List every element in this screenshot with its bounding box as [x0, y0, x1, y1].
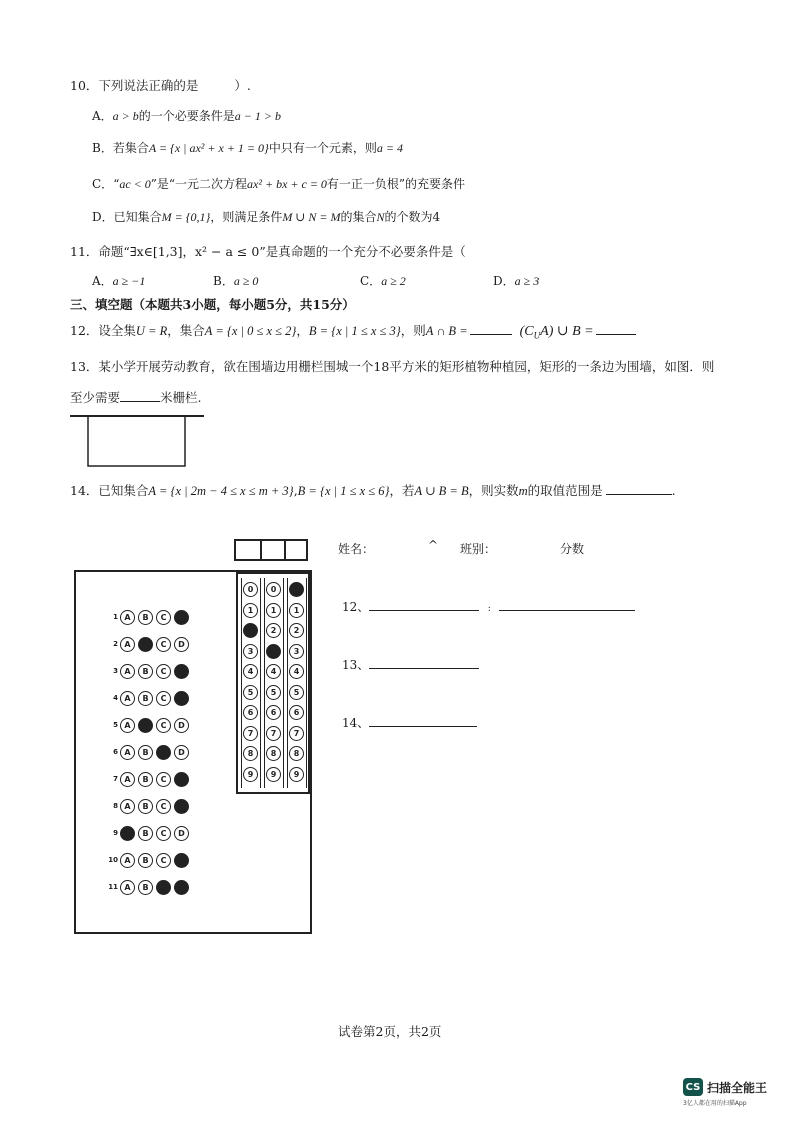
id-digit-bubble[interactable]: 2: [243, 623, 258, 638]
id-digit-bubble[interactable]: 7: [243, 726, 258, 741]
q10-option-c: [92, 175, 465, 192]
choice-row-number: 8: [113, 802, 118, 810]
id-digit-bubble[interactable]: 5: [266, 685, 281, 700]
option-label: D．: [92, 210, 114, 224]
option-math: ac < 0: [119, 177, 151, 191]
choice-bubble-a[interactable]: A: [120, 772, 135, 787]
id-digit-bubble[interactable]: 3: [289, 644, 304, 659]
q12-math: U = R: [135, 324, 168, 338]
q13-line1: 13．某小学开展劳动教育，欲在围墙边用栅栏围城一个18平方米的矩形植物种植园，矩形的一条边为围墙，如图．则: [70, 359, 715, 374]
choice-bubble-c[interactable]: C: [156, 799, 171, 814]
q14-text: ,: [293, 483, 298, 498]
choice-bubble-c[interactable]: C: [156, 745, 171, 760]
q11-option-d: [493, 272, 539, 289]
q10-option-a: [92, 107, 281, 124]
answer-blank[interactable]: [369, 610, 479, 611]
q10-stem: [70, 76, 251, 94]
answer-blank[interactable]: [606, 494, 672, 495]
q13-text: 米栅栏.: [160, 390, 202, 405]
box-divider: [284, 541, 286, 559]
q14-text: 的取值范围是: [527, 483, 603, 498]
option-text: 有一正一负根”的充要条件: [326, 177, 466, 191]
q14-text: 14．已知集合: [70, 483, 149, 498]
choice-bubble-a[interactable]: A: [120, 664, 135, 679]
scanner-logo: [683, 1078, 767, 1107]
answer-blank[interactable]: [369, 726, 477, 727]
choice-bubble-c[interactable]: C: [156, 772, 171, 787]
choice-bubble-a[interactable]: A: [120, 880, 135, 895]
answer-num: 12、: [342, 600, 370, 614]
choice-row-number: 5: [113, 721, 118, 729]
option-text: ，则满足条件: [210, 210, 283, 224]
choice-row: [108, 716, 192, 734]
choice-bubble-a[interactable]: A: [120, 745, 135, 760]
id-digit-bubble[interactable]: 4: [243, 664, 258, 679]
option-math: M ∪ N = M: [282, 210, 341, 224]
choice-row-number: 3: [113, 667, 118, 675]
choice-row-number: 2: [113, 640, 118, 648]
id-digit-bubble[interactable]: 1: [289, 603, 304, 618]
id-digit-bubble[interactable]: 8: [243, 746, 258, 761]
q12-text: ，: [296, 323, 309, 338]
option-math: N: [376, 210, 385, 224]
choice-bubble-a[interactable]: A: [120, 610, 135, 625]
id-digit-bubble[interactable]: 7: [289, 726, 304, 741]
option-text: 若集合: [112, 141, 149, 155]
choice-bubble-b[interactable]: B: [138, 745, 153, 760]
answer-blank[interactable]: [499, 610, 635, 611]
q12-text: ，集合: [167, 323, 205, 338]
q10-stem-end: ）.: [234, 78, 251, 93]
choice-row: [108, 662, 192, 680]
choice-bubble-d[interactable]: D: [174, 718, 189, 733]
choice-bubble-c[interactable]: C: [156, 718, 171, 733]
choice-bubble-b[interactable]: B: [138, 826, 153, 841]
id-digit-bubble[interactable]: 9: [266, 767, 281, 782]
q11-stem: 11．命题“∃x∈[1,3]，x² − a ≤ 0”是真命题的一个充分不必要条件是（: [70, 244, 466, 259]
choice-bubble-a[interactable]: A: [120, 691, 135, 706]
id-digit-bubble[interactable]: 6: [289, 705, 304, 720]
id-digit-bubble[interactable]: 0: [243, 582, 258, 597]
q12-text: 12．设全集: [70, 323, 136, 338]
id-column: [264, 578, 284, 788]
option-text: “: [113, 177, 120, 191]
q13-text: 至少需要: [70, 390, 121, 405]
answer-blank[interactable]: [120, 401, 160, 402]
option-label: A．: [92, 109, 113, 123]
answer-line-14: [342, 714, 477, 731]
id-digit-bubble[interactable]: 8: [289, 746, 304, 761]
cs-badge: CS: [683, 1078, 703, 1096]
answer-sep: :: [487, 604, 491, 614]
id-digit-bubble[interactable]: 6: [266, 705, 281, 720]
choice-row: [108, 635, 192, 653]
option-text: 的一个必要条件是: [138, 109, 235, 123]
option-label: A．: [92, 274, 113, 288]
seat-number-box: [234, 539, 308, 561]
option-label: C．: [92, 177, 114, 191]
choice-bubble-b[interactable]: B: [138, 664, 153, 679]
id-digit-bubble[interactable]: 0: [289, 582, 304, 597]
class-label: 班别：: [460, 542, 497, 556]
id-digit-bubble[interactable]: 5: [243, 685, 258, 700]
option-math: a ≥ 3: [514, 274, 540, 288]
choice-bubble-b[interactable]: B: [138, 610, 153, 625]
q14-math: A ∪ B = B: [414, 484, 469, 498]
choice-bubble-d[interactable]: D: [174, 853, 189, 868]
choice-bubble-d[interactable]: D: [174, 691, 189, 706]
q10-option-b: [92, 139, 403, 156]
score-label: 分数: [560, 542, 585, 556]
choice-bubble-d[interactable]: D: [174, 772, 189, 787]
q12-math-sub: U: [533, 330, 541, 341]
id-digit-bubble[interactable]: 0: [266, 582, 281, 597]
q12-math: (C: [519, 324, 534, 339]
q14-math: m: [518, 484, 528, 498]
q14-math: B = {x | 1 ≤ x ≤ 6}: [297, 484, 390, 498]
box-divider: [260, 541, 262, 559]
choice-bubble-c[interactable]: C: [156, 880, 171, 895]
id-digit-bubble[interactable]: 2: [266, 623, 281, 638]
choice-row-number: 1: [113, 613, 118, 621]
q13-line2: [70, 388, 202, 406]
choice-bubble-a[interactable]: A: [120, 637, 135, 652]
choice-row-number: 4: [113, 694, 118, 702]
logo-name: 扫描全能王: [707, 1080, 768, 1095]
option-text: 已知集合: [113, 210, 162, 224]
id-digit-bubble[interactable]: 3: [266, 644, 281, 659]
choice-bubble-b[interactable]: B: [138, 637, 153, 652]
q12-math: A = {x | 0 ≤ x ≤ 2}: [204, 324, 297, 338]
id-column: [287, 578, 307, 788]
id-digit-bubble[interactable]: 4: [266, 664, 281, 679]
q10-stem-text: 10．下列说法正确的是: [70, 78, 199, 93]
choice-row: [108, 743, 192, 761]
choice-bubble-b[interactable]: B: [138, 853, 153, 868]
logo-tagline: 3亿人都在用的扫描App: [683, 1100, 747, 1107]
option-text: 中只有一个元素，则: [268, 141, 377, 155]
choice-row-number: 11: [108, 883, 118, 891]
option-text: 的集合: [340, 210, 377, 224]
choice-bubble-d[interactable]: D: [174, 664, 189, 679]
choice-bubble-d[interactable]: D: [174, 880, 189, 895]
id-digit-bubble[interactable]: 7: [266, 726, 281, 741]
id-digit-bubble[interactable]: 9: [289, 767, 304, 782]
answer-num: 14、: [342, 716, 370, 730]
id-digit-bubble[interactable]: 6: [243, 705, 258, 720]
choice-row-number: 7: [113, 775, 118, 783]
answer-blank[interactable]: [369, 668, 479, 669]
id-digit-bubble[interactable]: 4: [289, 664, 304, 679]
option-text: ”是“一元二次方程: [150, 177, 248, 191]
choice-bubble-d[interactable]: D: [174, 799, 189, 814]
garden-figure: [68, 410, 208, 470]
choice-bubble-a[interactable]: A: [120, 799, 135, 814]
q14-stem: [70, 481, 676, 499]
choice-row: [108, 851, 192, 869]
q12-stem: [70, 321, 636, 341]
id-digit-bubble[interactable]: 9: [243, 767, 258, 782]
q12-math: A) ∪ B =: [540, 324, 594, 339]
choice-bubble-d[interactable]: D: [174, 610, 189, 625]
q10-option-d: [92, 208, 440, 225]
choice-bubble-b[interactable]: B: [138, 880, 153, 895]
q12-math: A ∩ B =: [425, 324, 468, 338]
option-label: B．: [92, 141, 113, 155]
option-math: a = 4: [376, 141, 403, 155]
choice-row-number: 9: [113, 829, 118, 837]
option-label: C．: [360, 274, 382, 288]
answer-num: 13、: [342, 658, 370, 672]
choice-bubble-c[interactable]: C: [156, 853, 171, 868]
answer-line-13: [342, 656, 479, 673]
q14-text: ，则实数: [468, 483, 519, 498]
choice-bubble-c[interactable]: C: [156, 664, 171, 679]
choice-row-number: 6: [113, 748, 118, 756]
id-grid: [236, 572, 310, 794]
choice-row: [108, 770, 192, 788]
section-heading: 三、填空题（本题共3小题，每小题5分，共15分）: [70, 297, 355, 312]
id-column: [241, 578, 261, 788]
q11-option-c: [360, 272, 406, 289]
choice-bubble-d[interactable]: D: [174, 745, 189, 760]
option-text: 的个数为4: [384, 210, 441, 224]
caret-mark: ^: [428, 538, 439, 552]
choice-row-number: 10: [108, 856, 118, 864]
option-math: a ≥ 0: [233, 274, 259, 288]
option-math: a ≥ 2: [381, 274, 406, 288]
choice-row: [108, 689, 192, 707]
option-math: A = {x | ax² + x + 1 = 0}: [148, 141, 269, 155]
option-label: D．: [493, 274, 515, 288]
q14-math: A = {x | 2m − 4 ≤ x ≤ m + 3}: [148, 484, 294, 498]
q14-text: .: [671, 483, 676, 498]
q14-text: ，若: [389, 483, 415, 498]
q11-option-a: [92, 272, 145, 289]
option-math: ax² + bx + c = 0: [247, 177, 327, 191]
choice-bubble-b[interactable]: B: [138, 799, 153, 814]
id-digit-bubble[interactable]: 1: [266, 603, 281, 618]
option-math: a ≥ −1: [112, 274, 146, 288]
q11-option-b: [213, 272, 258, 289]
option-math: a > b: [112, 109, 139, 123]
answer-blank[interactable]: [596, 334, 636, 335]
choice-bubble-a[interactable]: A: [120, 826, 135, 841]
option-math: a − 1 > b: [234, 109, 281, 123]
choice-bubble-b[interactable]: B: [138, 772, 153, 787]
choice-bubble-b[interactable]: B: [138, 691, 153, 706]
option-label: B．: [213, 274, 234, 288]
id-digit-bubble[interactable]: 2: [289, 623, 304, 638]
garden-rect: [88, 416, 185, 466]
choice-bubble-c[interactable]: C: [156, 610, 171, 625]
q12-text: ，则: [400, 323, 426, 338]
id-digit-bubble[interactable]: 3: [243, 644, 258, 659]
page-footer: 试卷第2页，共2页: [338, 1024, 442, 1039]
choice-bubble-a[interactable]: A: [120, 718, 135, 733]
id-digit-bubble[interactable]: 5: [289, 685, 304, 700]
choice-bubble-b[interactable]: B: [138, 718, 153, 733]
choice-bubble-d[interactable]: D: [174, 637, 189, 652]
choice-row: [108, 824, 192, 842]
choice-bubble-d[interactable]: D: [174, 826, 189, 841]
answer-card: [74, 570, 312, 934]
answer-blank[interactable]: [470, 334, 512, 335]
choice-bubble-c[interactable]: C: [156, 637, 171, 652]
choice-bubble-c[interactable]: C: [156, 691, 171, 706]
choice-bubble-a[interactable]: A: [120, 853, 135, 868]
id-digit-bubble[interactable]: 1: [243, 603, 258, 618]
q12-math: B = {x | 1 ≤ x ≤ 3}: [308, 324, 401, 338]
choice-bubble-c[interactable]: C: [156, 826, 171, 841]
option-math: M = {0,1}: [161, 210, 211, 224]
name-label: 姓名：: [338, 542, 375, 556]
choice-row: [108, 797, 192, 815]
choice-row: [108, 878, 192, 896]
choice-row: [108, 608, 192, 626]
answer-line-12: [342, 598, 635, 615]
id-digit-bubble[interactable]: 8: [266, 746, 281, 761]
